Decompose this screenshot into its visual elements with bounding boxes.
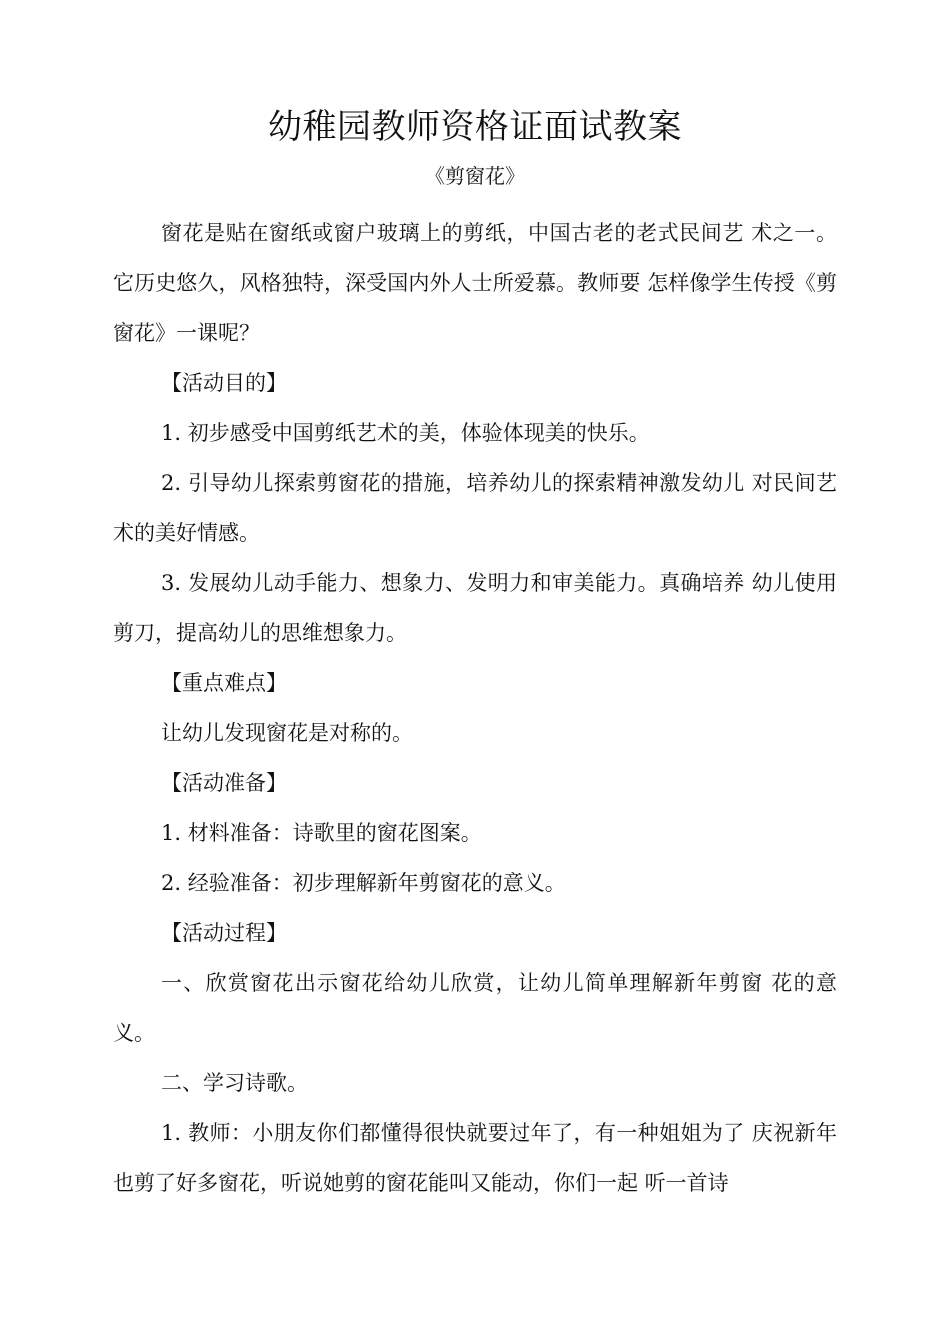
preparation-item: 2. 经验准备：初步理解新年剪窗花的意义。	[161, 871, 566, 895]
intro-paragraph: 窗花是贴在窗纸或窗户玻璃上的剪纸，中国古老的老式民间艺 术之一。它历史悠久，风格独特，深受国内外人士所爱慕。教师要 怎样像学生传授《剪窗花》一课呢？	[113, 221, 837, 345]
document-title: 幼稚园教师资格证面试教案	[268, 107, 682, 147]
section-heading-preparation: 【活动准备】	[161, 771, 287, 795]
goal-item: 2. 引导幼儿探索剪窗花的措施，培养幼儿的探索精神激发幼儿 对民间艺术的美好情感。	[113, 471, 837, 545]
document-subtitle: 《剪窗花》	[425, 164, 525, 188]
goal-item: 1. 初步感受中国剪纸艺术的美，体验体现美的快乐。	[161, 421, 650, 445]
document-body	[113, 208, 837, 1208]
section-heading-process: 【活动过程】	[161, 921, 287, 945]
process-step: 一、欣赏窗花出示窗花给幼儿欣赏，让幼儿简单理解新年剪窗 花的意义。	[113, 971, 837, 1045]
section-heading-key-points: 【重点难点】	[161, 671, 287, 695]
goal-item: 3. 发展幼儿动手能力、想象力、发明力和审美能力。真确培养 幼儿使用剪刀，提高幼儿的思维想象力。	[113, 571, 837, 645]
process-step: 二、学习诗歌。	[161, 1071, 308, 1095]
key-point-text: 让幼儿发现窗花是对称的。	[161, 721, 413, 745]
process-step: 1. 教师：小朋友你们都懂得很快就要过年了，有一种姐姐为了 庆祝新年也剪了好多窗花，听说她剪的窗花能叫又能动，你们一起 听一首诗	[113, 1121, 837, 1195]
section-heading-goals: 【活动目的】	[161, 371, 287, 395]
preparation-item: 1. 材料准备：诗歌里的窗花图案。	[161, 821, 482, 845]
